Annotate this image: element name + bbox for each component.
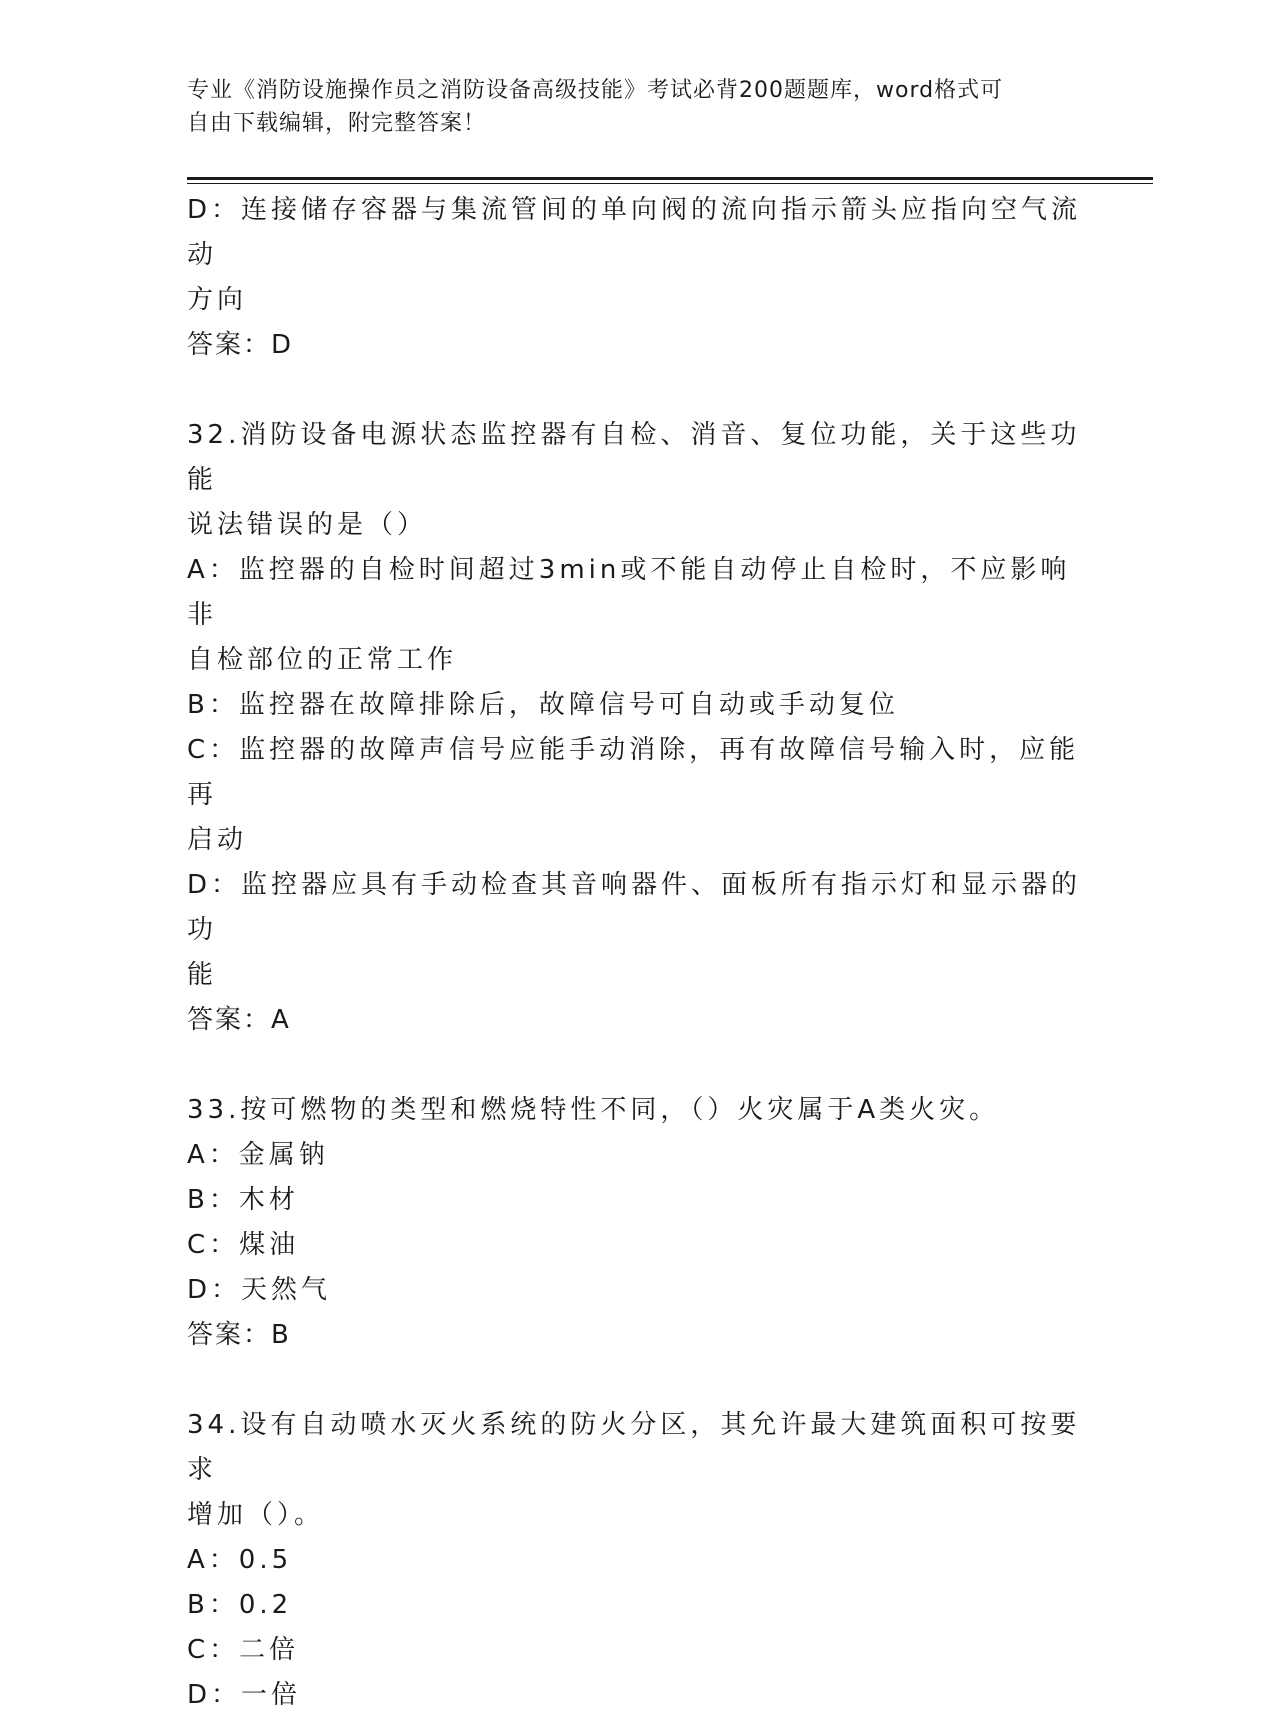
question-spacer <box>187 1043 1087 1088</box>
option-a-text-continued: 自检部位的正常工作 <box>187 645 458 675</box>
header-line-2: 自由下载编辑，附完整答案！ <box>187 111 487 136</box>
option-d-text: D：连接储存容器与集流管间的单向阀的流向指示箭头应指向空气流动 <box>187 195 1082 270</box>
option-b-text: B：0.2 <box>187 1590 293 1620</box>
header-line-1: 专业《消防设施操作员之消防设备高级技能》考试必背200题题库，word格式可 <box>187 78 1004 103</box>
question-spacer <box>187 368 1087 413</box>
header-divider-thin <box>187 183 1153 184</box>
question-33 <box>187 1088 1087 1358</box>
option-a-text: A：0.5 <box>187 1545 293 1575</box>
option-c-text-continued: 启动 <box>187 825 248 855</box>
answer-text: 答案：D <box>187 330 294 360</box>
document-header <box>187 74 1067 140</box>
option-c-text: C：监控器的故障声信号应能手动消除，再有故障信号输入时，应能再 <box>187 735 1080 810</box>
option-c-text: C：煤油 <box>187 1230 300 1260</box>
option-b-text: B：监控器在故障排除后，故障信号可自动或手动复位 <box>187 690 899 720</box>
option-b-text: B：木材 <box>187 1185 299 1215</box>
question-31-tail <box>187 188 1087 368</box>
question-list <box>187 188 1087 1718</box>
option-a-text: A：监控器的自检时间超过3min或不能自动停止自检时，不应影响非 <box>187 555 1071 630</box>
option-d-text-continued: 方向 <box>187 285 248 315</box>
header-divider-thick <box>187 177 1153 180</box>
question-stem: 33.按可燃物的类型和燃烧特性不同，（）火灾属于A类火灾。 <box>187 1095 1000 1125</box>
option-d-text: D：一倍 <box>187 1680 302 1710</box>
question-spacer <box>187 1358 1087 1403</box>
question-stem: 34.设有自动喷水灭火系统的防火分区，其允许最大建筑面积可按要求 <box>187 1410 1081 1485</box>
question-32 <box>187 413 1087 1043</box>
question-stem-continued: 增加（）。 <box>187 1500 325 1530</box>
answer-text: 答案：A <box>187 1005 291 1035</box>
option-c-text: C：二倍 <box>187 1635 300 1665</box>
option-a-text: A：金属钠 <box>187 1140 329 1170</box>
answer-text: 答案：B <box>187 1320 291 1350</box>
option-d-text: D：监控器应具有手动检查其音响器件、面板所有指示灯和显示器的功 <box>187 870 1082 945</box>
question-34 <box>187 1403 1087 1718</box>
option-d-text: D：天然气 <box>187 1275 332 1305</box>
option-d-text-continued: 能 <box>187 960 218 990</box>
question-stem-continued: 说法错误的是（） <box>187 510 428 540</box>
question-stem: 32.消防设备电源状态监控器有自检、消音、复位功能，关于这些功能 <box>187 420 1081 495</box>
